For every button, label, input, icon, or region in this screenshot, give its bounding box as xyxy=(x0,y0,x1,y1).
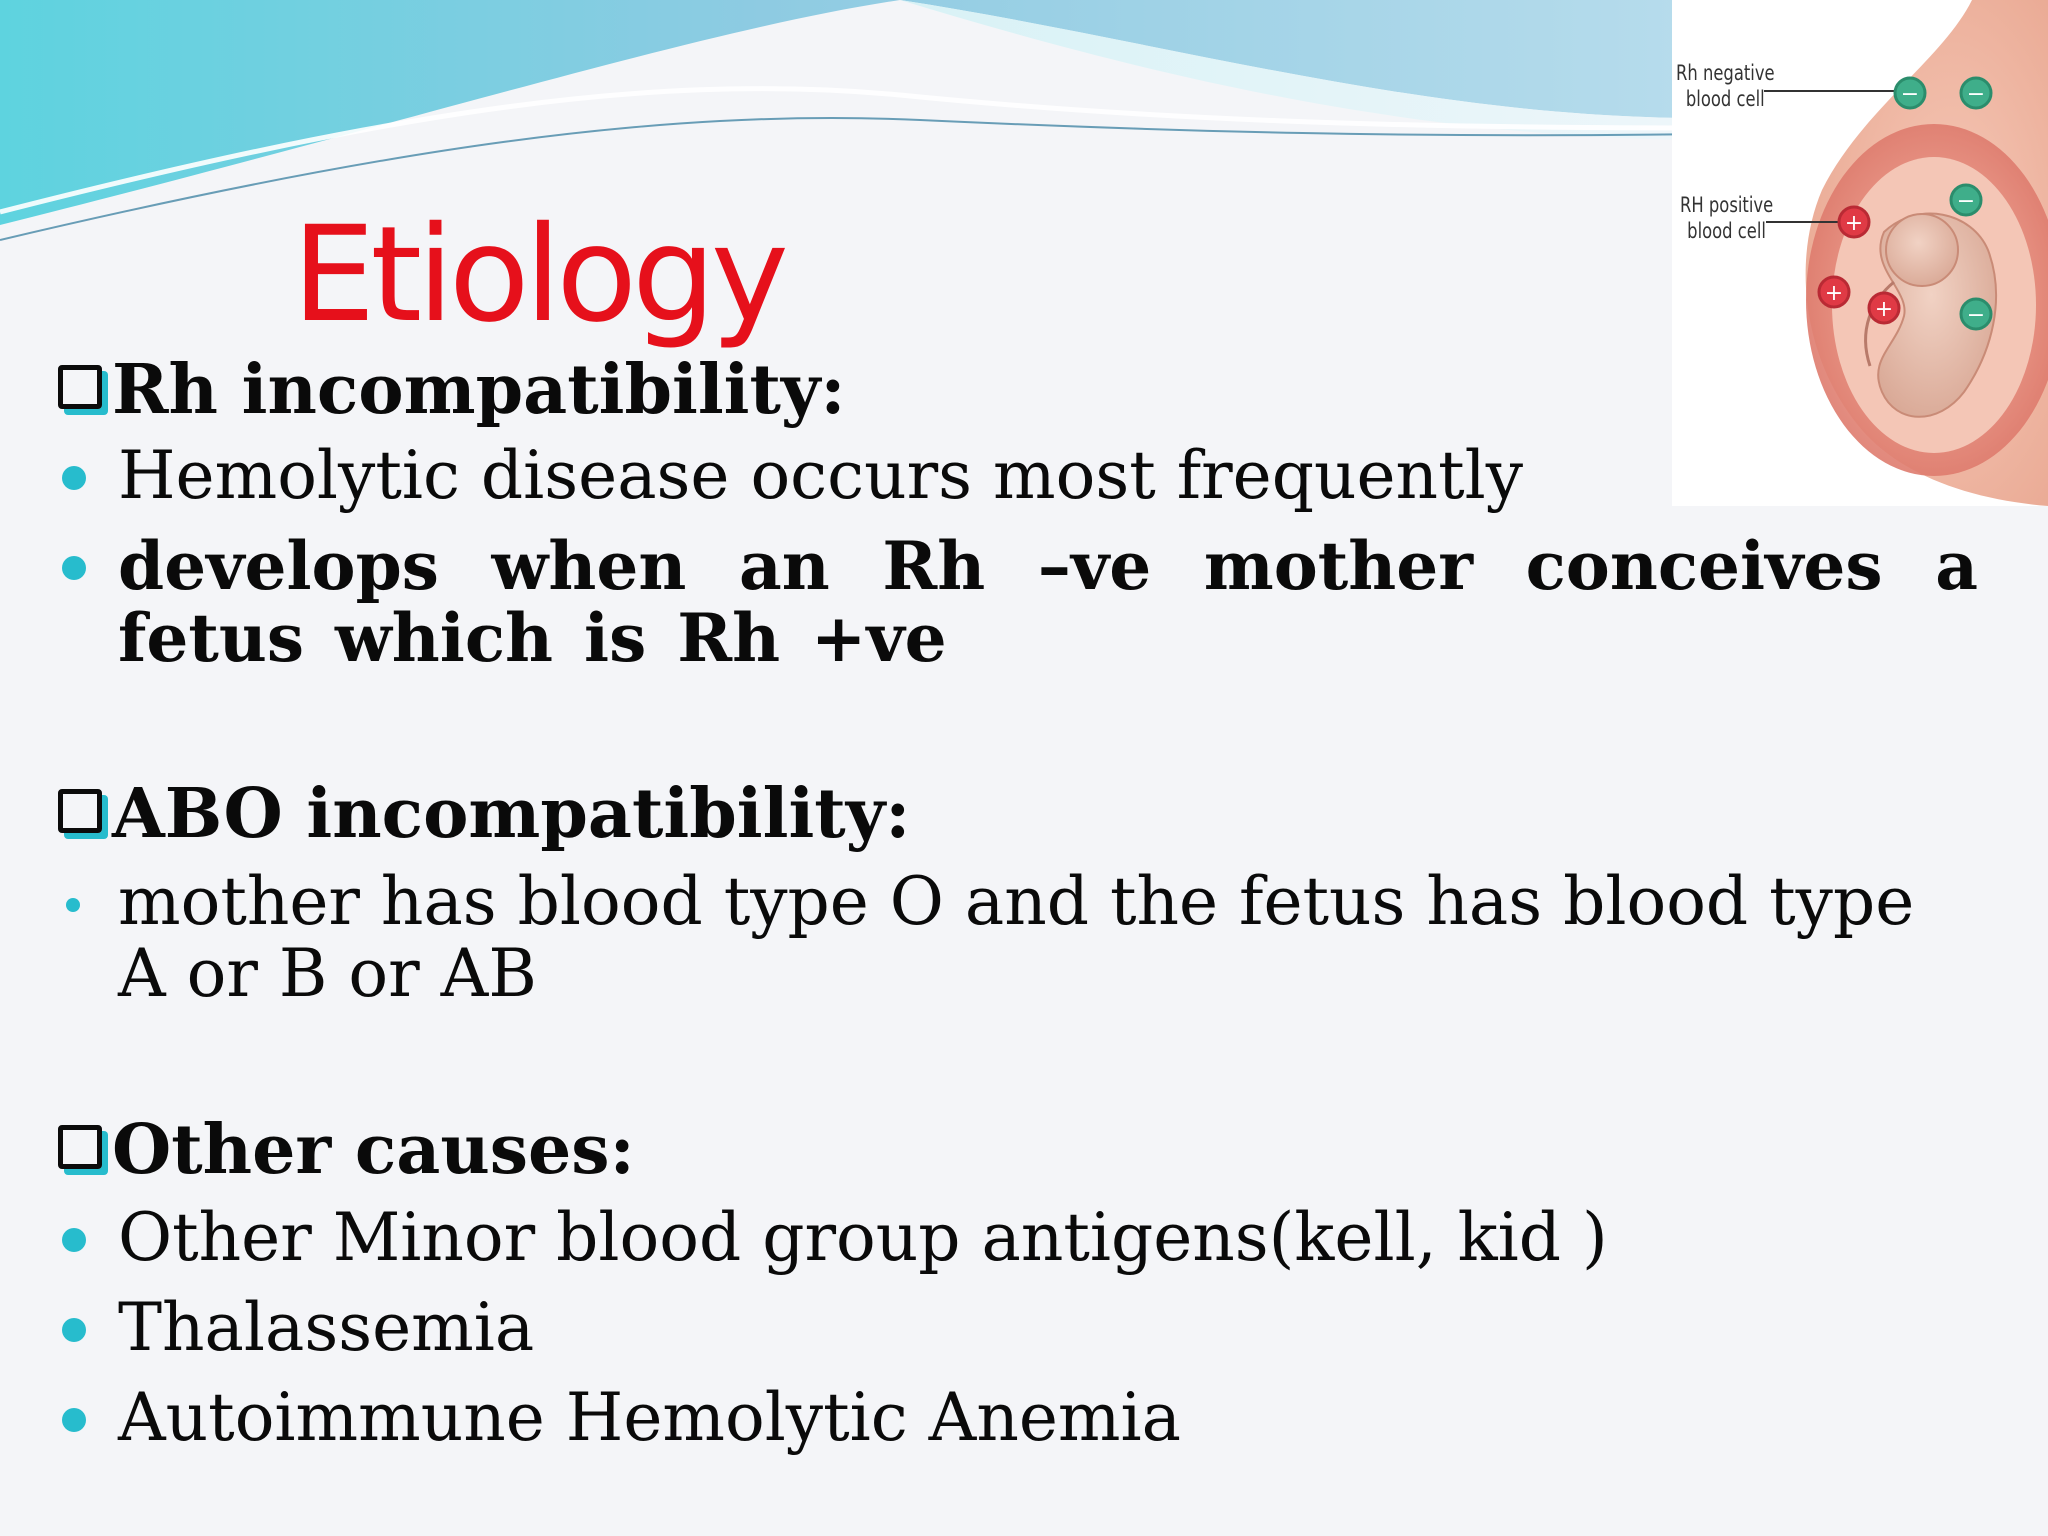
rh-negative-label-line1: Rh negative xyxy=(1676,61,1775,85)
rh-positive-cell-icon xyxy=(1839,207,1869,237)
section-heading-abo xyxy=(58,776,910,852)
bullet-item: mother has blood type O and the fetus has blood type A or B or AB xyxy=(118,866,1978,1010)
section-heading-text: ABO incompatibility: xyxy=(112,774,911,854)
rh-negative-cell-icon xyxy=(1961,299,1991,329)
svg-text:−: − xyxy=(1956,189,1976,214)
bullet-item: Autoimmune Hemolytic Anemia xyxy=(118,1382,1978,1454)
rh-positive-label-line2: blood cell xyxy=(1687,219,1766,243)
rh-positive-cell-icon xyxy=(1869,293,1899,323)
rh-illustration xyxy=(1672,0,2048,506)
bullet-item: Other Minor blood group antigens(kell, kid ) xyxy=(118,1202,1978,1274)
rh-positive-label-line1: RH positive xyxy=(1680,193,1774,217)
checkbox-bullet-icon xyxy=(58,365,102,409)
bullet-item: Thalassemia xyxy=(118,1292,1978,1364)
bullet-item: develops when an Rh –ve mother conceives a fetus which is Rh +ve xyxy=(118,527,1978,677)
rh-negative-cell-icon xyxy=(1895,78,1925,108)
svg-text:−: − xyxy=(1966,82,1986,107)
rh-negative-cell-icon xyxy=(1951,185,1981,215)
section-heading-text: Rh incompatibility: xyxy=(112,350,846,430)
rh-negative-label-line2: blood cell xyxy=(1685,87,1765,111)
section-heading-text: Other causes: xyxy=(112,1110,635,1190)
blood-cells-overlay xyxy=(1672,0,2048,506)
section-heading-rh xyxy=(58,352,846,428)
svg-text:+: + xyxy=(1824,281,1844,306)
checkbox-bullet-icon xyxy=(58,1125,102,1169)
svg-text:−: − xyxy=(1966,303,1986,328)
bullet-item: Hemolytic disease occurs most frequently xyxy=(118,440,1978,512)
checkbox-bullet-icon xyxy=(58,789,102,833)
svg-text:+: + xyxy=(1844,211,1864,236)
rh-positive-cell-icon xyxy=(1819,277,1849,307)
slide-title: Etiology xyxy=(292,198,784,352)
rh-negative-cell-icon xyxy=(1961,78,1991,108)
header-wave-decoration xyxy=(0,0,1700,250)
section-heading-other xyxy=(58,1112,635,1188)
svg-text:−: − xyxy=(1900,82,1920,107)
svg-text:+: + xyxy=(1874,297,1894,322)
